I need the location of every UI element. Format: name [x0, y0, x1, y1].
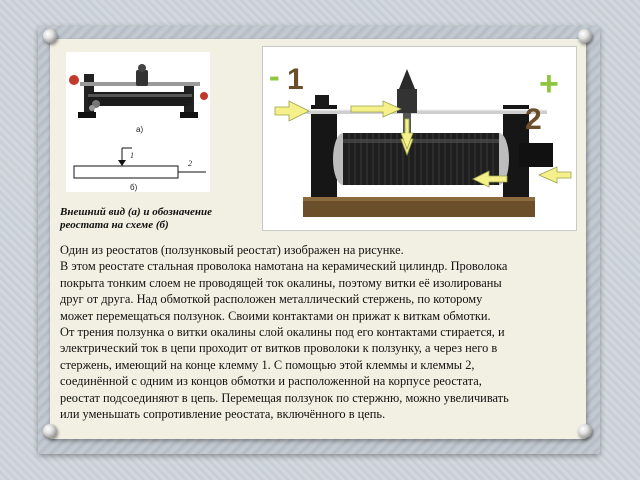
text-line: В этом реостате стальная проволока намотана на керамический цилиндр. Проволока — [60, 259, 508, 274]
text-line: может перемещаться ползунок. Своими контактами он прижат к виткам обмотки. — [60, 308, 491, 323]
text-line: друг от друга. Над обмоткой расположен металлический стержень, по которому — [60, 292, 483, 307]
rheostat-schematic-symbol — [74, 148, 206, 178]
text-line: реостат подсоединяют в цепь. Перемещая ползунок по стержню, можно увеличивать — [60, 390, 509, 405]
rheostat-figure — [66, 52, 210, 192]
caption-line-1: Внешний вид (а) и обозначение — [60, 206, 212, 218]
rheostat-photo — [262, 46, 577, 231]
description-text — [60, 242, 580, 422]
pushpin-bottom-right — [578, 424, 592, 438]
label-a: а) — [136, 125, 144, 134]
label-b: б) — [130, 183, 138, 192]
minus-sign: - — [269, 58, 280, 94]
figure-caption — [60, 206, 250, 232]
text-line: покрыта тонким слоем не проводящей ток окалины, поэтому витки её изолированы — [60, 275, 502, 290]
pushpin-bottom-left — [43, 424, 57, 438]
terminal-1-label: 1 — [287, 63, 304, 96]
terminal-2-label: 2 — [525, 103, 542, 136]
caption-line-2: реостата на схеме (б) — [60, 219, 169, 231]
pushpin-top-left — [43, 29, 57, 43]
text-line: или уменьшать сопротивление реостата, включённого в цепь. — [60, 407, 386, 422]
text-line: От трения ползунка о витки окалины слой окалины под его контактами стирается, и — [60, 325, 505, 340]
label-2: 2 — [188, 159, 192, 168]
rheostat-exterior-illustration — [69, 64, 208, 118]
text-line: стержень, имеющий на конце клемму 1. С помощью этой клеммы и клеммы 2, — [60, 357, 475, 372]
plus-sign: + — [539, 65, 559, 103]
text-line: соединённой с одним из концов обмотки и расположенной на корпусе реостата, — [60, 374, 482, 389]
rheostat-drawing — [66, 52, 210, 192]
text-line: электрический ток в цепи проходит от витков проволоки к ползунку, а через него в — [60, 341, 498, 356]
text-line: Один из реостатов (ползунковый реостат) изображен на рисунке. — [60, 243, 404, 257]
label-1: 1 — [130, 151, 134, 160]
pushpin-top-right — [578, 29, 592, 43]
rheostat-photo-illustration — [263, 47, 576, 230]
